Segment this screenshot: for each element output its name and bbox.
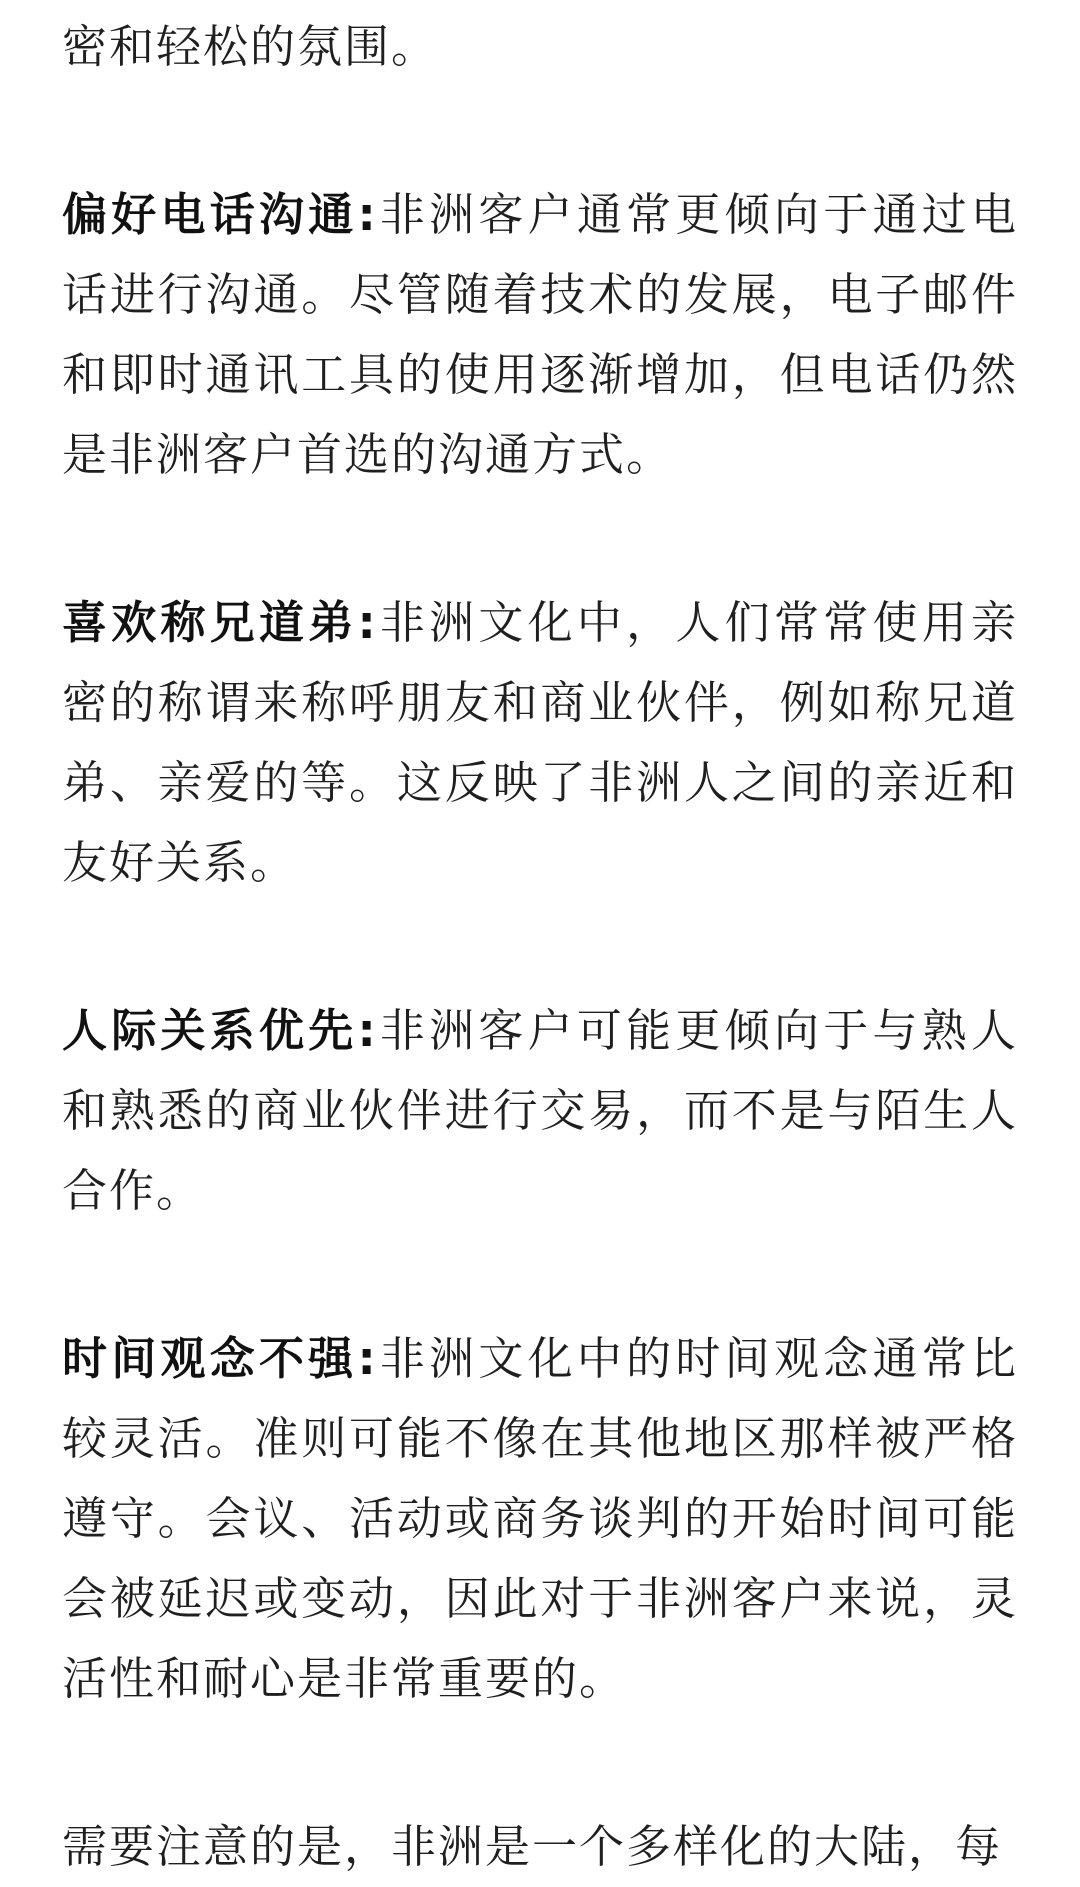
paragraph-heading: 人际关系优先: bbox=[62, 1004, 378, 1057]
paragraph-heading: 喜欢称兄道弟: bbox=[62, 596, 378, 649]
paragraph-text: 密和轻松的氛围。 bbox=[62, 20, 439, 73]
paragraph-text: 非洲文化中，人们常常使用亲密的称谓来称呼朋友和商业伙伴，例如称兄道弟、亲爱的等。这反映了非洲人之间的亲近和友好关系。 bbox=[62, 596, 1018, 889]
paragraph-text: 非洲客户通常更倾向于通过电话进行沟通。尽管随着技术的发展，电子邮件和即时通讯工具的使用逐渐增加，但电话仍然是非洲客户首选的沟通方式。 bbox=[62, 188, 1018, 481]
paragraph-brotherly-address bbox=[62, 583, 1018, 903]
paragraph-text: 非洲文化中的时间观念通常比较灵活。准则可能不像在其他地区那样被严格遵守。会议、活动或商务谈判的开始时间可能会被延迟或变动，因此对于非洲客户来说，灵活性和耐心是非常重要的。 bbox=[62, 1332, 1018, 1705]
paragraph-text: 非洲客户可能更倾向于与熟人和熟悉的商业伙伴进行交易，而不是与陌生人合作。 bbox=[62, 1004, 1018, 1217]
paragraph-relationships-first bbox=[62, 991, 1018, 1231]
article-body bbox=[62, 0, 1018, 1887]
paragraph-time-concept bbox=[62, 1319, 1018, 1719]
paragraph-heading: 偏好电话沟通: bbox=[62, 188, 378, 241]
paragraph-note bbox=[62, 1807, 1018, 1887]
paragraph-heading: 时间观念不强: bbox=[62, 1332, 378, 1385]
paragraph-continued bbox=[62, 7, 1018, 87]
paragraph-phone-communication bbox=[62, 175, 1018, 495]
paragraph-text: 需要注意的是，非洲是一个多样化的大陆，每 bbox=[62, 1820, 1003, 1873]
